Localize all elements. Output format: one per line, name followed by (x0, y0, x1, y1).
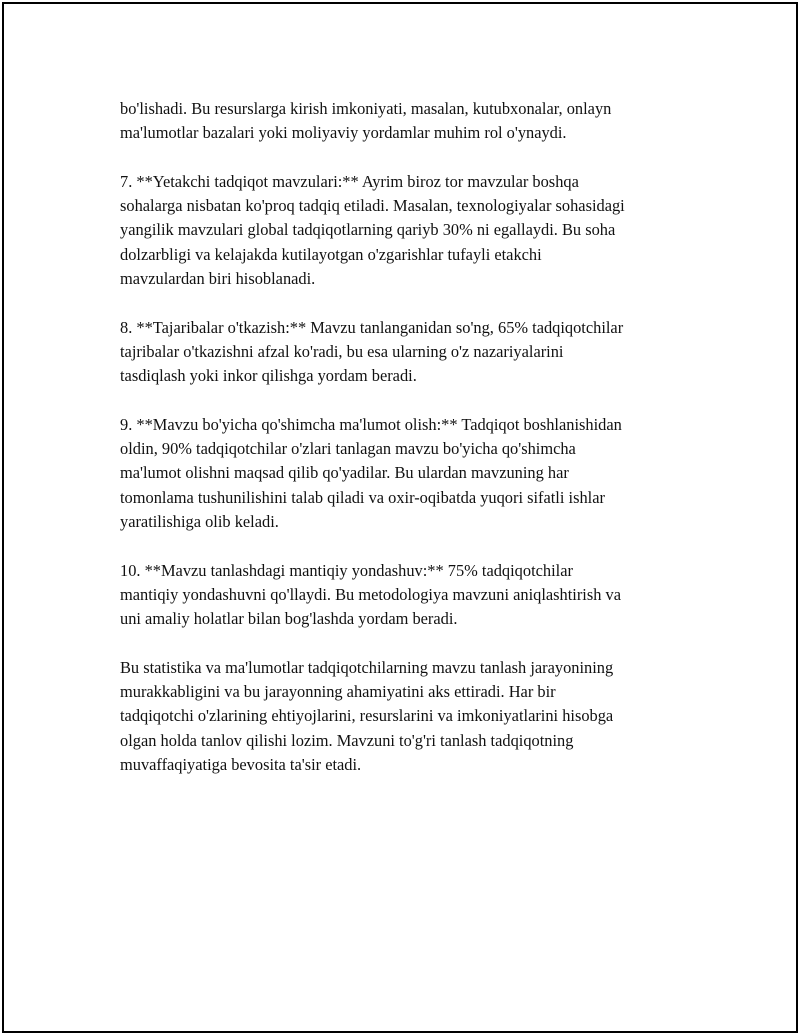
paragraph-item-10: 10. **Mavzu tanlashdagi mantiqiy yondashuv:** 75% tadqiqotchilar mantiqiy yondashuvni qo'llaydi. Bu metodologiya mavzuni aniqlashtirish va uni amaliy holatlar bilan bog'lashda yordam beradi. (120, 560, 621, 629)
paragraph-item-9: 9. **Mavzu bo'yicha qo'shimcha ma'lumot olish:** Tadqiqot boshlanishidan oldin, 90% tadqiqotchilar o'zlari tanlagan mavzu bo'yicha qo'shimcha ma'lumot olishni maqsad qilib qo'yadilar. Bu ulardan mavzuning har tomonlama tushunilishini talab qiladi va oxir-oqibatda yuqori sifatli ishlar yaratilishiga olib keladi. (120, 414, 622, 532)
paragraph-continuation: bo'lishadi. Bu resurslarga kirish imkoniyati, masalan, kutubxonalar, onlayn ma'lumotlar bazalari yoki moliyaviy yordamlar muhim rol o'ynaydi. (120, 99, 612, 143)
page-frame (2, 2, 798, 1033)
paragraph-item-8: 8. **Tajaribalar o'tkazish:** Mavzu tanlanganidan so'ng, 65% tadqiqotchilar tajribalar o'tkazishni afzal ko'radi, bu esa ularning o'z nazariyalarini tasdiqlash yoki inkor qilishga yordam beradi. (120, 317, 624, 386)
paragraph-item-7: 7. **Yetakchi tadqiqot mavzulari:** Ayrim biroz tor mavzular boshqa sohalarga nisbatan ko'proq tadqiq etiladi. Masalan, texnologiyalar sohasidagi yangilik mavzulari global tadqiqotlarning qariyb 30% ni egallaydi. Bu soha dolzarbligi va kelajakda kutilayotgan o'zgarishlar tufayli etakchi mavzulardan biri hisoblanadi. (120, 171, 625, 289)
document-body (120, 97, 710, 802)
paragraph-conclusion: Bu statistika va ma'lumotlar tadqiqotchilarning mavzu tanlash jarayonining murakkabligini va bu jarayonning ahamiyatini aks ettiradi. Har bir tadqiqotchi o'zlarining ehtiyojlarini, resurslarini va imkoniyatlarini hisobga olgan holda tanlov qilishi lozim. Mavzuni to'g'ri tanlash tadqiqotning muvaffaqiyatiga bevosita ta'sir etadi. (120, 657, 614, 775)
